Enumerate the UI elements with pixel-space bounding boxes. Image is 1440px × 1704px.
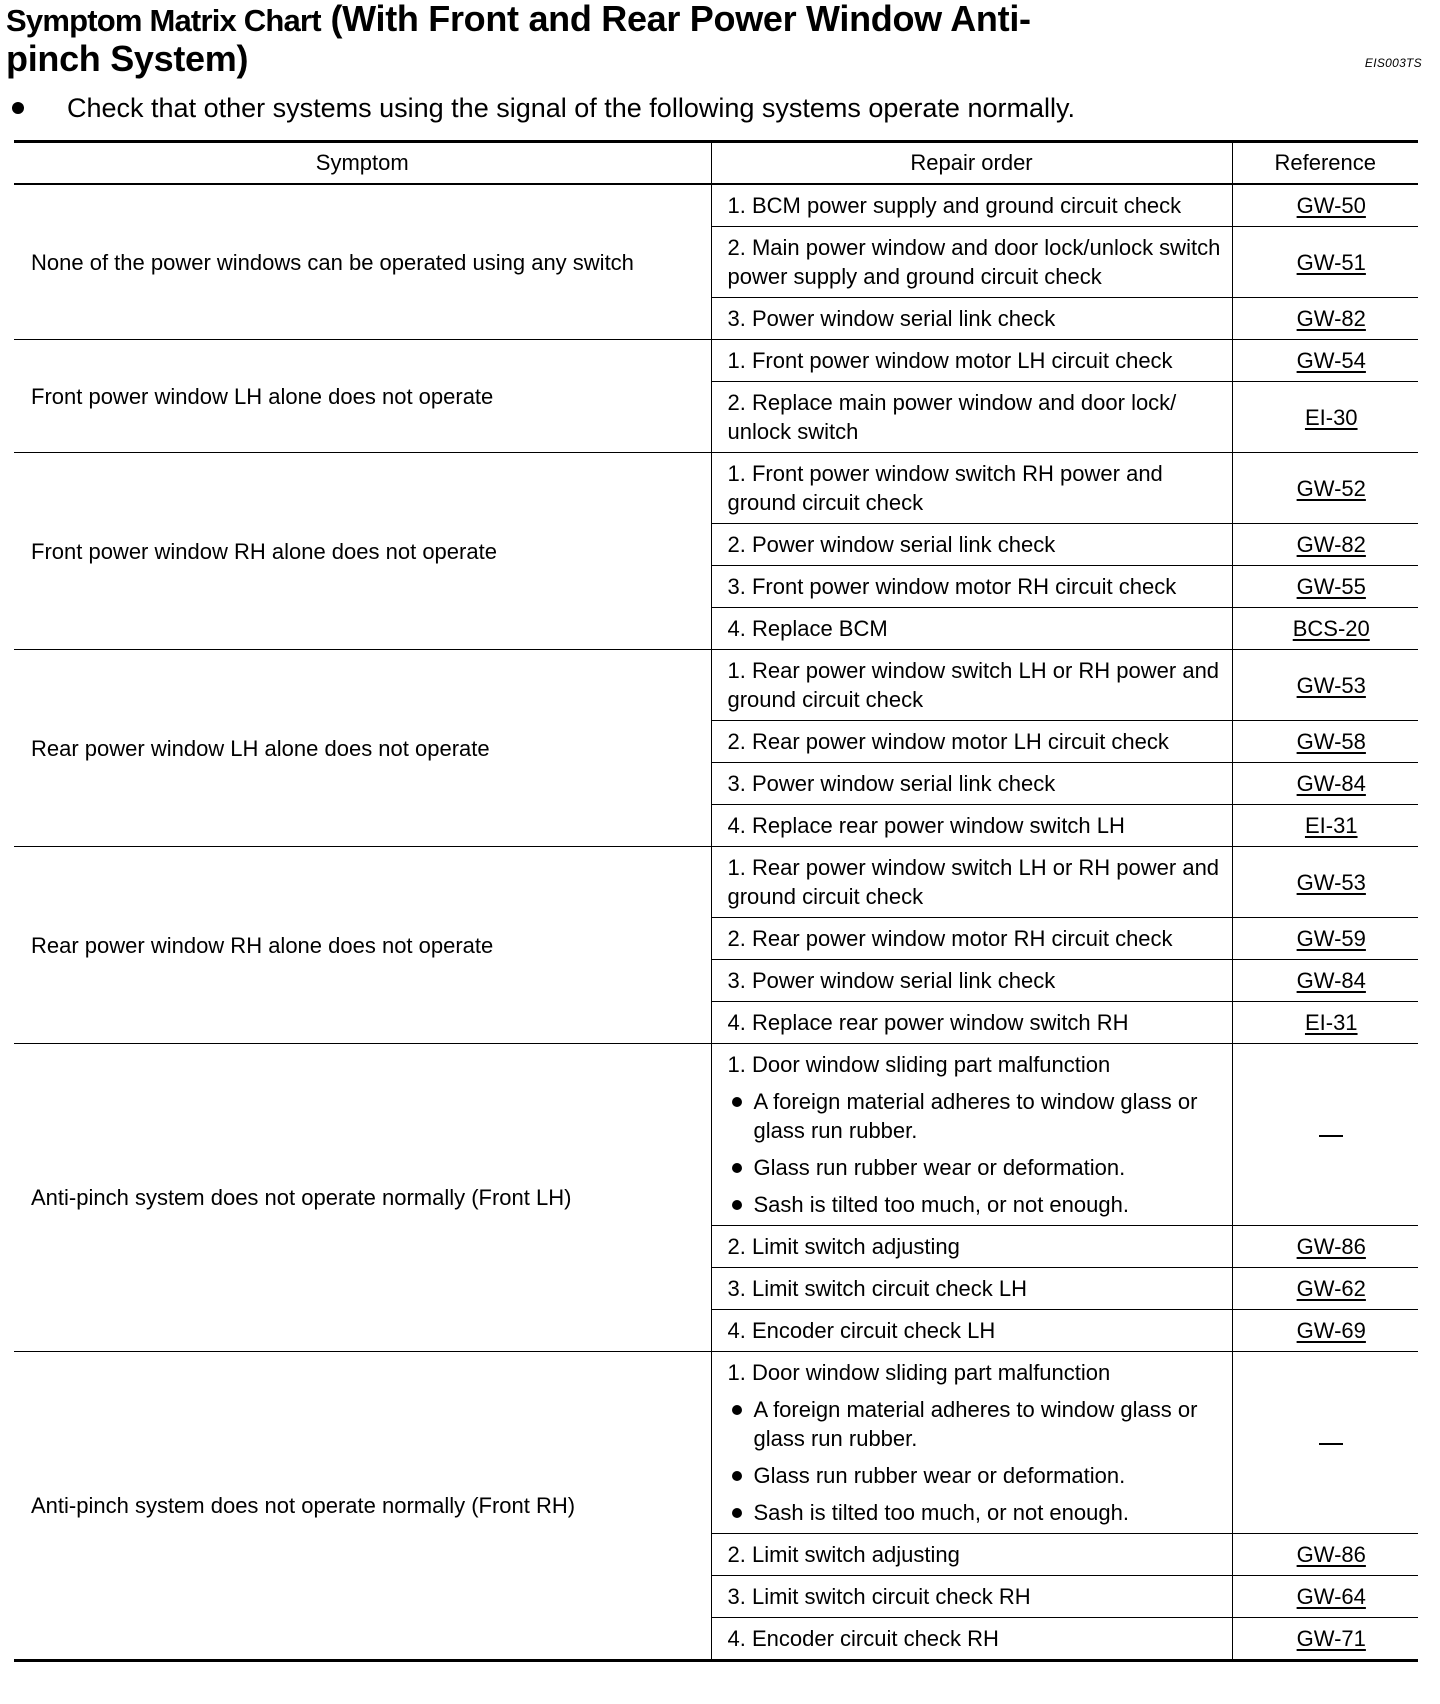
reference-cell [1232, 608, 1418, 650]
header-repair-order: Repair order [711, 142, 1232, 185]
reference-cell [1232, 524, 1418, 566]
reference-cell [1232, 1310, 1418, 1352]
bullet-icon [732, 1508, 742, 1518]
symptom-cell: Anti-pinch system does not operate normally (Front LH) [14, 1044, 711, 1352]
dash-icon [1319, 1135, 1343, 1137]
table-row [14, 184, 1418, 227]
symptom-cell: Rear power window LH alone does not operate [14, 650, 711, 847]
reference-cell [1232, 184, 1418, 227]
repair-order-cell: 4. Replace rear power window switch LH [711, 805, 1232, 847]
repair-order-text: 1. Door window sliding part malfunction [727, 1360, 1111, 1385]
reference-cell [1232, 453, 1418, 524]
repair-order-cell: 1. Rear power window switch LH or RH power and ground circuit check [711, 650, 1232, 721]
repair-order-cell: 2. Limit switch adjusting [711, 1534, 1232, 1576]
sub-item-text: Sash is tilted too much, or not enough. [753, 1192, 1129, 1217]
title-prefix: Symptom Matrix Chart [6, 3, 321, 38]
bullet-icon [732, 1163, 742, 1173]
reference-cell [1232, 1576, 1418, 1618]
bullet-icon [732, 1471, 742, 1481]
repair-order-cell: 1. Rear power window switch LH or RH power and ground circuit check [711, 847, 1232, 918]
repair-order-cell: 3. Front power window motor RH circuit check [711, 566, 1232, 608]
sub-item [728, 1395, 1224, 1453]
reference-link[interactable]: GW-53 [1296, 869, 1366, 895]
reference-link[interactable]: BCS-20 [1292, 616, 1370, 641]
reference-link[interactable]: GW-64 [1296, 1584, 1366, 1609]
title-rest: (With Front and Rear Power Window Anti- [330, 0, 1031, 39]
repair-order-cell: 3. Power window serial link check [711, 763, 1232, 805]
reference-link[interactable]: GW-58 [1296, 729, 1366, 754]
reference-cell [1232, 298, 1418, 340]
sub-item [728, 1087, 1224, 1145]
table-row [14, 340, 1418, 382]
bullet-icon [12, 102, 24, 114]
reference-link[interactable]: EI-30 [1304, 404, 1358, 430]
reference-cell [1232, 805, 1418, 847]
repair-order-cell: 2. Power window serial link check [711, 524, 1232, 566]
bullet-icon [732, 1200, 742, 1210]
sub-item [728, 1153, 1224, 1182]
reference-cell [1232, 1044, 1418, 1226]
symptom-cell: Front power window RH alone does not operate [14, 453, 711, 650]
title-line2: pinch System) [6, 38, 249, 79]
document-code: EIS003TS [1364, 56, 1422, 70]
reference-link[interactable]: GW-84 [1296, 771, 1366, 796]
repair-order-cell: 4. Replace BCM [711, 608, 1232, 650]
symptom-cell: Rear power window RH alone does not operate [14, 847, 711, 1044]
reference-cell [1232, 566, 1418, 608]
reference-cell [1232, 1226, 1418, 1268]
reference-cell [1232, 227, 1418, 298]
symptom-cell: Anti-pinch system does not operate normally (Front RH) [14, 1352, 711, 1661]
header-symptom: Symptom [14, 142, 711, 185]
page-title [6, 0, 1426, 78]
reference-link[interactable]: EI-31 [1304, 813, 1358, 838]
reference-cell [1232, 650, 1418, 721]
reference-cell [1232, 721, 1418, 763]
reference-cell [1232, 382, 1418, 453]
sub-item-text: Sash is tilted too much, or not enough. [753, 1500, 1129, 1525]
reference-link[interactable]: GW-86 [1296, 1234, 1366, 1259]
repair-order-cell: 2. Rear power window motor LH circuit check [711, 721, 1232, 763]
table-header-row [14, 142, 1418, 185]
symptom-cell: None of the power windows can be operated using any switch [14, 184, 711, 340]
repair-order-cell [711, 1352, 1232, 1534]
title-block [6, 0, 1426, 78]
repair-order-cell: 4. Replace rear power window switch RH [711, 1002, 1232, 1044]
dash-icon [1319, 1443, 1343, 1445]
reference-link[interactable]: GW-71 [1296, 1626, 1366, 1651]
reference-link[interactable]: GW-69 [1296, 1318, 1366, 1343]
repair-order-cell: 2. Limit switch adjusting [711, 1226, 1232, 1268]
table-body [14, 184, 1418, 1661]
reference-link[interactable]: GW-55 [1296, 574, 1366, 599]
repair-order-cell: 3. Power window serial link check [711, 298, 1232, 340]
reference-link[interactable]: GW-53 [1296, 672, 1366, 698]
reference-cell [1232, 1352, 1418, 1534]
repair-order-cell: 1. BCM power supply and ground circuit check [711, 184, 1232, 227]
reference-cell [1232, 1268, 1418, 1310]
repair-order-cell: 3. Limit switch circuit check LH [711, 1268, 1232, 1310]
repair-order-cell: 1. Front power window switch RH power and ground circuit check [711, 453, 1232, 524]
repair-order-cell: 4. Encoder circuit check RH [711, 1618, 1232, 1661]
sub-item-text: Glass run rubber wear or deformation. [753, 1155, 1126, 1180]
repair-order-cell: 2. Main power window and door lock/unlock switch power supply and ground circuit check [711, 227, 1232, 298]
bullet-icon [732, 1097, 742, 1107]
table-row [14, 847, 1418, 918]
reference-cell [1232, 763, 1418, 805]
reference-cell [1232, 340, 1418, 382]
symptom-cell: Front power window LH alone does not operate [14, 340, 711, 453]
header-reference: Reference [1232, 142, 1418, 185]
reference-link[interactable]: GW-86 [1296, 1542, 1366, 1567]
sub-item-text: A foreign material adheres to window glass or glass run rubber. [753, 1397, 1198, 1451]
reference-link[interactable]: GW-62 [1296, 1276, 1366, 1301]
repair-order-cell: 4. Encoder circuit check LH [711, 1310, 1232, 1352]
sub-item-text: Glass run rubber wear or deformation. [753, 1463, 1126, 1488]
repair-order-text: 1. Door window sliding part malfunction [727, 1052, 1111, 1077]
repair-order-cell: 2. Replace main power window and door lock/ unlock switch [711, 382, 1232, 453]
reference-link[interactable]: EI-31 [1304, 1010, 1358, 1035]
sub-item [728, 1190, 1224, 1219]
symptom-matrix-table [14, 140, 1418, 1662]
check-note [10, 92, 1075, 124]
reference-link[interactable]: GW-82 [1296, 532, 1366, 557]
reference-link[interactable]: GW-50 [1296, 193, 1366, 218]
repair-order-cell [711, 1044, 1232, 1226]
repair-order-cell: 3. Power window serial link check [711, 960, 1232, 1002]
reference-cell [1232, 918, 1418, 960]
reference-cell [1232, 960, 1418, 1002]
sub-item [728, 1498, 1224, 1527]
reference-cell [1232, 1618, 1418, 1661]
bullet-icon [732, 1405, 742, 1415]
table-row [14, 453, 1418, 524]
reference-link[interactable]: GW-59 [1296, 926, 1366, 951]
repair-order-cell: 1. Front power window motor LH circuit check [711, 340, 1232, 382]
reference-cell [1232, 847, 1418, 918]
repair-order-cell: 3. Limit switch circuit check RH [711, 1576, 1232, 1618]
check-note-text: Check that other systems using the signal of the following systems operate normally. [67, 93, 1075, 123]
reference-link[interactable]: GW-82 [1296, 306, 1366, 331]
table-row [14, 1044, 1418, 1226]
table-row [14, 650, 1418, 721]
reference-link[interactable]: GW-84 [1296, 968, 1366, 993]
sub-item [728, 1461, 1224, 1490]
reference-link[interactable]: GW-51 [1296, 249, 1366, 275]
repair-order-cell: 2. Rear power window motor RH circuit check [711, 918, 1232, 960]
sub-item-text: A foreign material adheres to window glass or glass run rubber. [753, 1089, 1198, 1143]
reference-link[interactable]: GW-52 [1296, 475, 1366, 501]
reference-cell [1232, 1534, 1418, 1576]
table-row [14, 1352, 1418, 1534]
reference-link[interactable]: GW-54 [1296, 348, 1366, 373]
reference-cell [1232, 1002, 1418, 1044]
